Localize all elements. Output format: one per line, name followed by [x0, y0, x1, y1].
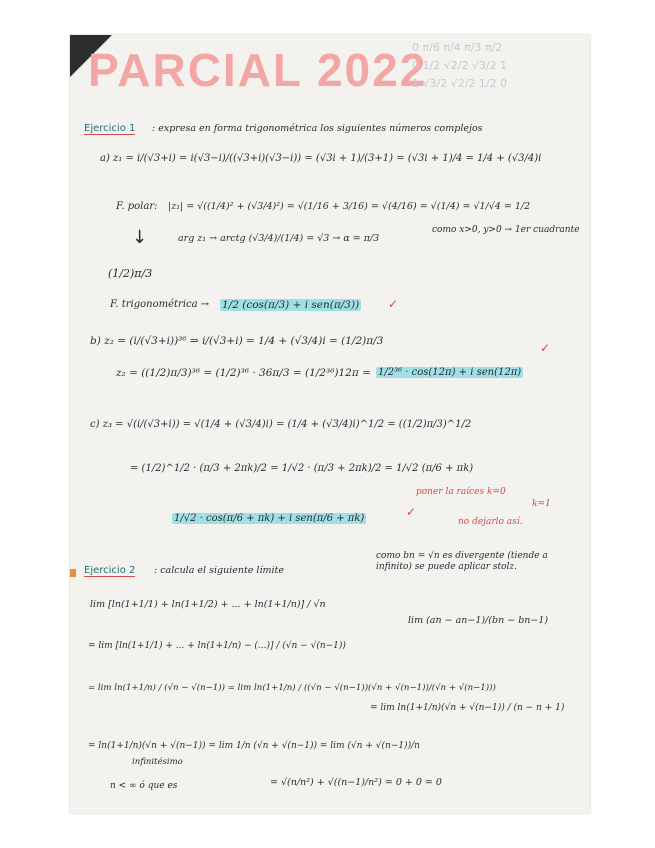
quadrant-note: como x>0, y>0 → 1er cuadrante	[432, 225, 580, 235]
limit-3: = lim ln(1+1/n) / (√n − √(n−1)) = lim ln(1+1/n) / ((√n − √(n−1))(√n + √(n−1))/(√n + √(n−1)))	[88, 683, 496, 693]
table-row-sin: 0 1/2 √2/2 √3/2 1	[412, 59, 508, 72]
trig-result-b: 1/2³⁶ · cos(12π) + i sen(12π)	[378, 367, 522, 378]
modulus-line: |z₁| = √((1/4)² + (√3/4)²) = √(1/16 + 3/16) = √(4/16) = √(1/4) = √1/√4 = 1/2	[168, 201, 531, 212]
ex1-b-line2: z₂ = ((1/2)π/3)³⁶ = (1/2)³⁶ · 36π/3 = (1/2³⁶)12π =	[116, 367, 371, 379]
exercise-1-label: Ejercicio 1	[84, 123, 136, 134]
table-row-cos: 1 √3/2 √2/2 1/2 0	[412, 77, 508, 90]
exercise-2-label: Ejercicio 2	[84, 565, 136, 576]
ex1-c-line2: = (1/2)^1/2 · (π/3 + 2πk)/2 = 1/√2 · (π/3 + 2πk)/2 = 1/√2 (π/6 + πk)	[130, 463, 474, 474]
limit-4: = ln(1+1/n)(√n + √(n−1)) = lim 1/n (√n + √(n−1)) = lim (√n + √(n−1))/n	[88, 741, 420, 751]
note-k1: k=1	[532, 499, 551, 509]
trig-result-c: 1/√2 · cos(π/6 + πk) + i sen(π/6 + πk)	[174, 513, 365, 524]
check-icon: ✓	[406, 505, 417, 519]
limit-1: lim [ln(1+1/1) + ln(1+1/2) + ... + ln(1+1/n)] / √n	[90, 599, 326, 610]
order-note: n < ∞ ó que es	[110, 781, 178, 791]
note-dont-leave: no dejarlo así.	[458, 517, 523, 527]
exercise-1-statement: : expresa en forma trigonométrica los siguientes números complejos	[152, 123, 483, 134]
check-icon: ✓	[540, 341, 551, 355]
limit-5: = √(n/n²) + √((n−1)/n²) = 0 + 0 = 0	[270, 777, 442, 788]
notebook-page	[70, 35, 590, 813]
argument-line: arg z₁ → arctg (√3/4)/(1/4) = √3 → α = π/3	[178, 233, 380, 244]
ex1-a-line: a) z₁ = i/(√3+i) = i(√3−i)/((√3+i)(√3−i)) = (√3i + 1)/(3+1) = (√3i + 1)/4 = 1/4 + (√3/4)i	[100, 153, 542, 164]
note-roots: poner la raíces k=0	[416, 487, 506, 497]
exercise-2-bullet	[70, 569, 76, 577]
polar-label: F. polar:	[116, 201, 158, 212]
check-icon: ✓	[388, 297, 399, 311]
polar-result: (1/2)π/3	[108, 267, 153, 280]
exercise-2-statement: : calcula el siguiente límite	[154, 565, 284, 576]
table-row-angles: 0 π/6 π/4 π/3 π/2	[412, 41, 503, 54]
limit-3b: = lim ln(1+1/n)(√n + √(n−1)) / (n − n + 1)	[370, 703, 565, 713]
ex1-c-line: c) z₃ = √(i/(√3+i)) = √(1/4 + (√3/4)i) = (1/4 + (√3/4)i)^1/2 = ((1/2)π/3)^1/2	[90, 419, 472, 430]
stolz-formula: lim (an − an−1)/(bn − bn−1)	[408, 615, 549, 626]
page-title: PARCIAL 2022	[88, 44, 428, 96]
trig-result-a: 1/2 (cos(π/3) + i sen(π/3))	[222, 299, 360, 311]
down-arrow-icon: ↓	[132, 227, 148, 248]
trig-label: F. trigonométrica →	[110, 299, 210, 310]
limit-2: = lim [ln(1+1/1) + ... + ln(1+1/n) − (...)] / (√n − √(n−1))	[88, 641, 346, 651]
stolz-note: como bn = √n es divergente (tiende a infinito) se puede aplicar stolz.	[376, 551, 548, 572]
ex1-b-line: b) z₂ = (i/(√3+i))³⁶ ⇒ i/(√3+i) = 1/4 + (√3/4)i = (1/2)π/3	[90, 335, 384, 347]
infinitesimo-note: infinitésimo	[132, 757, 183, 767]
